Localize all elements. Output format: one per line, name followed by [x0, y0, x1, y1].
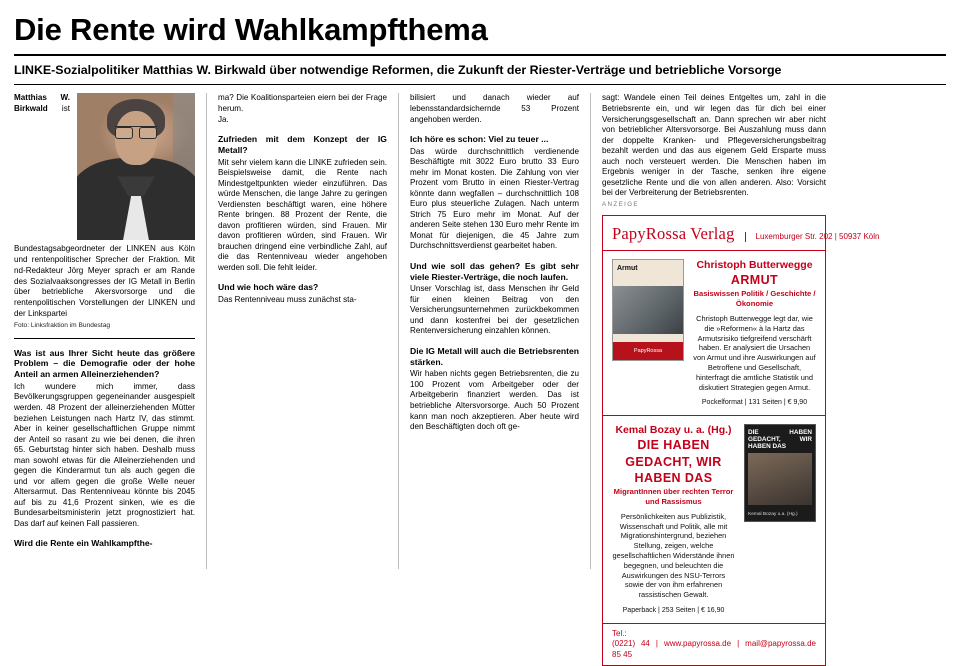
answer-3: Mit sehr vielem kann die LINKE zufrieden sein. Beispielsweise damit, die Rente nach Mindestgeltpunkten wieder einzuführen. Das würde Menschen, die lange Jahre zu geringen Verdiensten beschäftigt waren, eine höhere Rente bringen. 88 Prozent der Rente, die davon profitieren würden, sind Frauen. Mir davon profitieren würden, sind Frauen. Wir brauchen dringend eine verbindliche Zahl, auf die das Rentenniveau wieder angehoben werden soll. Die fehlt leider.	[218, 157, 387, 272]
ad-footer-sep-2: |	[737, 639, 740, 649]
ad-item-1-subtitle: Basiswissen Politik / Geschichte / Ökonomie	[693, 289, 816, 309]
answer-5: Das würde durchschnittlich verdienende Beschäftigte mit 3022 Euro brutto 33 Euro mehr im Monat kosten. Die Zahlung von vier Prozent vom Brutto in einen Riester-Vertrag könnte dann wegfallen – durchschnittlich 108 Euro plus steuerliche Zulagen. Nach unterm Strich 75 Euro mehr im Monat. Auf der anderen Seite stehen 130 Euro mehr Rente im Monat für diejenigen, die 45 Jahre zum Durchschnittsverdienst gearbeitet haben.	[410, 146, 579, 251]
photo-credit: Foto: Linksfraktion im Bundestag	[14, 322, 111, 330]
answer-7: Wir haben nichts gegen Betriebsrenten, die zu 100 Prozent vom Arbeitgeber oder der Arbeitgeberin finanziert werden. Das ist betriebliche Altersvorsorge. Auch 50 Prozent kann man noch akzeptieren. Aber heute wird den Beschäftigten doch oft ge-	[410, 369, 579, 432]
question-5: Ich höre es schon: Viel zu teuer ...	[410, 134, 549, 145]
ad-website-link[interactable]: www.papyrossa.de	[663, 639, 732, 649]
book-cover-2	[744, 424, 816, 615]
column-3	[398, 93, 579, 569]
ad-item-2-title: DIE HABEN GEDACHT, WIR HABEN DAS	[625, 438, 722, 485]
ad-phone[interactable]: Tel.: (0221) 44 85 45	[612, 628, 650, 659]
ad-item-1-text	[693, 259, 816, 407]
ad-item-2-author: Kemal Bozay u. a. (Hg.)	[615, 424, 732, 437]
ad-brand-suffix: Verlag	[690, 223, 735, 243]
intro-lead-name: Matthias W. Birkwald	[14, 93, 70, 114]
article-columns	[14, 93, 946, 659]
ad-address: Luxemburger Str. 202 | 50937 Köln	[745, 232, 880, 242]
divider-thin	[14, 84, 946, 85]
answer-2-short: Ja.	[218, 114, 229, 124]
ad-footer-links	[650, 639, 816, 649]
book-cover-1	[612, 259, 684, 407]
ad-item-1[interactable]	[603, 251, 825, 416]
column-2	[206, 93, 387, 569]
column-divider	[14, 338, 195, 339]
ad-item-1-body: Christoph Butterwegge legt dar, wie die »Reformen« à la Hartz das Armutsrisiko tiefgreifend verschärft haben. Er analysiert die Ursachen von Armut und ihre Auswirkungen auf Betroffene und Gesellschaft, hinterfragt die amtliche Statistik und diskutiert Strategien gegen Armut.	[693, 314, 816, 392]
advertisement[interactable]	[602, 215, 880, 666]
question-6: Und wie soll das gehen? Es gibt sehr viele Riester-Verträge, die noch laufen.	[410, 260, 579, 282]
ad-label: ANZEIGE	[602, 200, 639, 208]
column-4	[590, 93, 880, 659]
portrait-figure	[77, 93, 195, 240]
cover-1-band: PapyRossa	[613, 342, 683, 360]
portrait-photo	[77, 93, 195, 240]
ad-footer	[603, 624, 825, 665]
ad-email-link[interactable]: mail@papyrossa.de	[745, 639, 816, 649]
ad-item-1-author: Christoph Butterwegge	[696, 259, 813, 272]
answer-6: Unser Vorschlag ist, dass Menschen ihr Geld für einen kleinen Beitrag von den Versicherungsunternehmen zurückbekommen und dann kostenfrei bei der gesetzlichen Rentenversicherung einzahlen können.	[410, 284, 579, 336]
question-2: Wird die Rente ein Wahlkampfthe-	[14, 538, 153, 549]
ad-footer-sep-1: |	[655, 639, 658, 649]
ad-brand	[612, 223, 735, 244]
ad-item-1-title: ARMUT	[730, 273, 779, 288]
ad-item-2[interactable]	[603, 416, 825, 624]
cover-2-title: DIE HABEN GEDACHT, WIR HABEN DAS	[748, 429, 812, 451]
standfirst: LINKE-Sozialpolitiker Matthias W. Birkwald über notwendige Reformen, die Zukunft der Riester-Verträge und betriebliche Vorsorge	[14, 62, 782, 77]
ad-brand-main: PapyRossa	[612, 223, 687, 243]
question-1: Was ist aus Ihrer Sicht heute das größere Problem – die Demografie oder der hohe Anteil an armen Alleinerziehenden?	[14, 347, 195, 380]
question-7: Die IG Metall will auch die Betriebsrenten stärken.	[410, 345, 579, 367]
cover-1-image	[613, 286, 683, 334]
intro-body: ist Bundestagsabgeordneter der LINKEN aus Köln und rentenpolitischer Sprecher der Fraktion. Mit nd-Redakteur Jörg Meyer sprach er am Rande des Sozialvaaksongresses der IG Metall in Berlin über betriebliche Akersvorsorge und die rentenpolitischen Vorstellungen der LINKEN und der Linkspartei	[14, 104, 195, 318]
cover-1-title: Armut	[617, 265, 638, 273]
cover-2-image	[748, 453, 812, 505]
page-title: Die Rente wird Wahlkampfthema	[14, 12, 488, 47]
answer-4: Das Rentenniveau muss zunächst sta-	[218, 294, 357, 304]
answer-2-cont: ma? Die Koalitionsparteien eiern bei der Frage herum.	[218, 93, 387, 113]
ad-item-2-text	[612, 424, 735, 615]
column-1	[14, 93, 195, 569]
question-4: Und wie hoch wäre das?	[218, 282, 319, 293]
answer-7-cont: sagt: Wandele einen Teil deines Entgeltes um, zahl in die Betriebsrente ein, und wir legen das für dich bei einer Versicherungsgesellschaft an. Dann sprechen wir aber nicht von betrieblicher Altersvorsorge. Bei Auszahlung muss dann der doppelte Kranken- und Pflegeversicherungsbeitrag bezahlt werden und das aus eigenem Geld Ersparte muss auch noch versteuert werden. Die Menschen haben im Ergebnis weniger in der Tasche, senken ihre eigene gesetzliche Rente und die von allen anderen. Also: Vorsicht bei der Verbreiterung der Betriebsrenten.	[602, 93, 826, 198]
answer-4-cont: bilisiert und danach wieder auf lebensstandardsichernde 53 Prozent angehoben werden.	[410, 93, 579, 124]
divider-thick	[14, 54, 946, 56]
question-3: Zufrieden mit dem Konzept der IG Metall?	[218, 134, 387, 155]
ad-item-2-subtitle: MigrantInnen über rechten Terror und Rassismus	[613, 487, 734, 507]
ad-item-1-meta: Pockelformat | 131 Seiten | € 9,90	[701, 399, 808, 407]
ad-item-2-meta: Paperback | 253 Seiten | € 16,90	[622, 606, 725, 614]
cover-2-author: Kemal Bozay u.a. (Hg.)	[748, 512, 798, 518]
ad-item-2-body: Persönlichkeiten aus Publizistik, Wissenschaft und Politik, alle mit Migrationshintergrund, beziehen Stellung, zeigen, welche gesellschaftlichen Widerstände ihnen begegnen, und beleuchten die Auswirkungen des NSU-Terrors sowie der von ihm erfahrenen rassistischen Gewalt.	[612, 511, 735, 600]
answer-1: Ich wundere mich immer, dass Bevölkerungsgruppen gegeneinander ausgespielt werden. 48 Prozent der alleinerziehenden Mütter beziehen Leistungen nach Hartz IV, das stimmt. Aber in keiner gesellschaftlichen Gruppe nimmt der Anteil so rasant zu wie bei denen, die ihren 65. Geburtstag hinter sich haben. Deshalb muss man sowohl etwas für die Alleinerziehenden und gegen die Kinderarmut tun als auch gegen die und vor allem gegen die große Welle neuer Altersarmut. Das Rentenniveau könnte bis 2045 auf bis zu 41,6 Prozent sinken, wie es die Bundesarbeitsministerin jetzt prognostiziert hat. Das darf auf keinen Fall passieren.	[14, 381, 195, 528]
ad-header	[603, 216, 880, 251]
